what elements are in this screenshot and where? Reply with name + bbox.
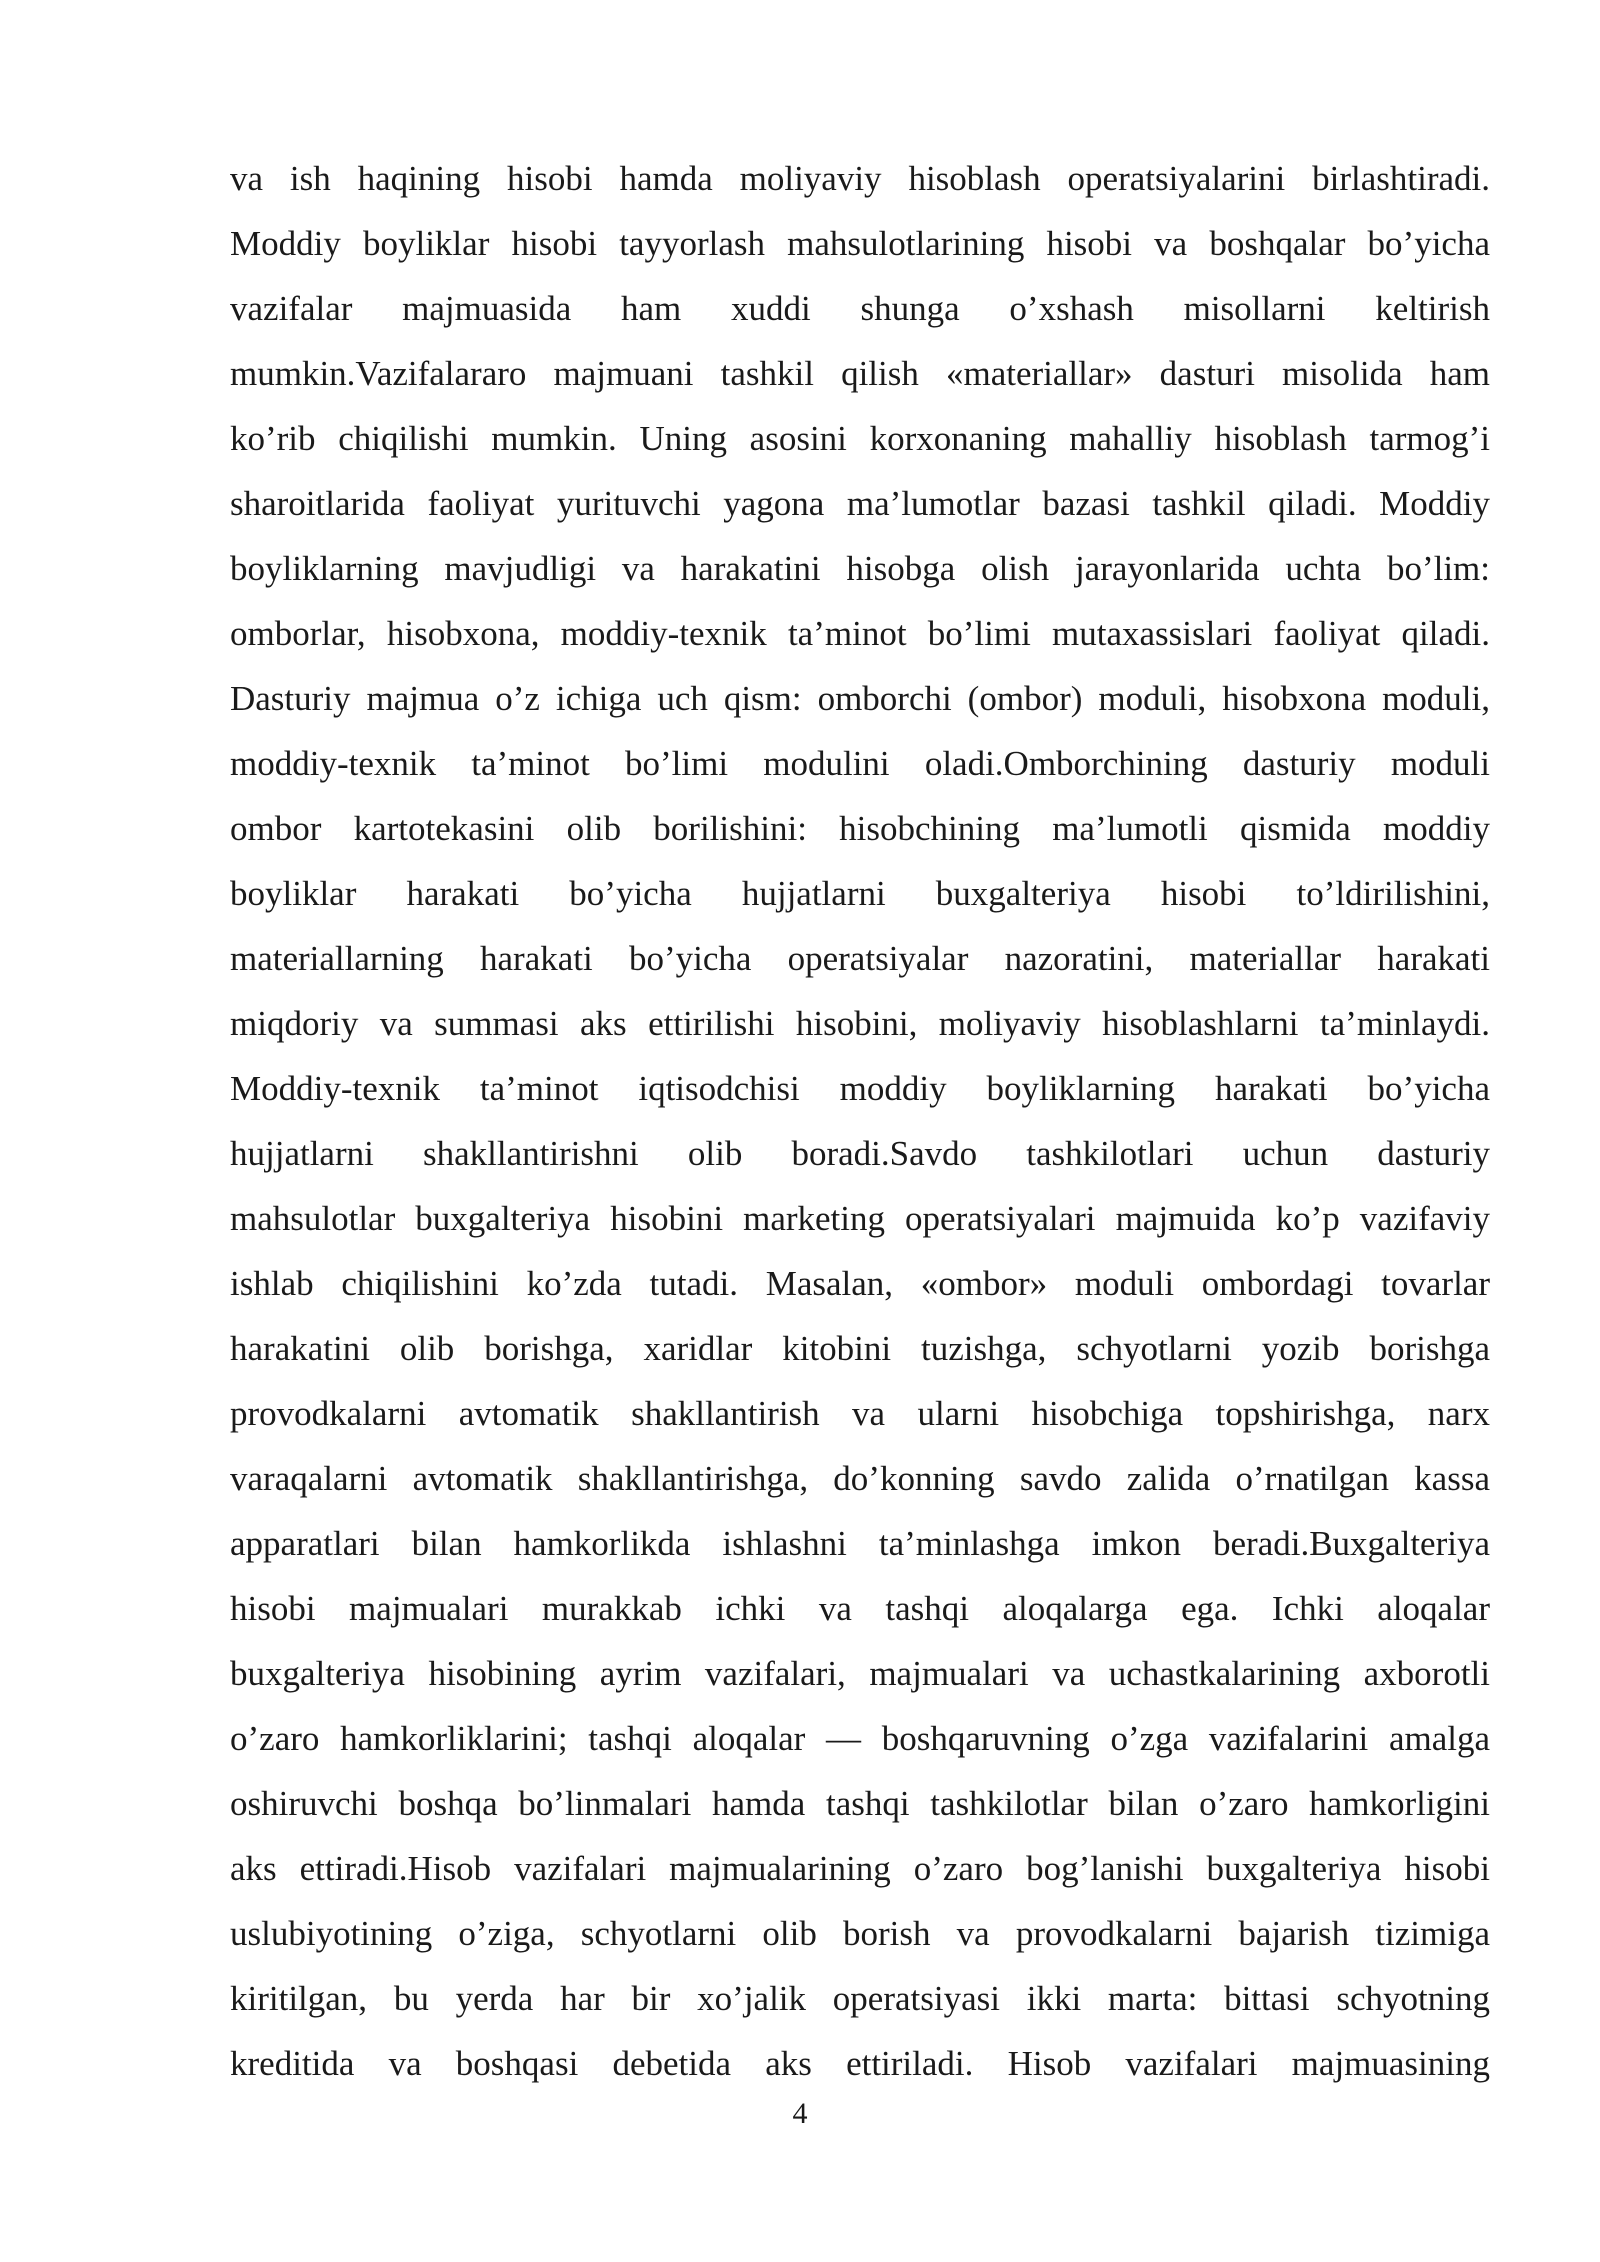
- text-line: uslubiyotining o’ziga, schyotlarni olib borish va provodkalarni bajarish tizimiga: [230, 1914, 1490, 1953]
- text-line: materiallarning harakati bo’yicha operatsiyalar nazoratini, materiallar harakati: [230, 939, 1490, 978]
- text-line: mumkin.Vazifalararo majmuani tashkil qilish «materiallar» dasturi misolida ham: [230, 354, 1490, 393]
- text-line: omborlar, hisobxona, moddiy-texnik ta’minot bo’limi mutaxassislari faoliyat qiladi.: [230, 614, 1490, 653]
- text-line: Dasturiy majmua o’z ichiga uch qism: omborchi (ombor) moduli, hisobxona moduli,: [230, 679, 1490, 718]
- text-line: apparatlari bilan hamkorlikda ishlashni ta’minlashga imkon beradi.Buxgalteriya: [230, 1524, 1490, 1563]
- text-line: ombor kartotekasini olib borilishini: hisobchining ma’lumotli qismida moddiy: [230, 809, 1490, 848]
- text-line: varaqalarni avtomatik shakllantirishga, do’konning savdo zalida o’rnatilgan kassa: [230, 1459, 1490, 1498]
- text-line: vazifalar majmuasida ham xuddi shunga o’xshash misollarni keltirish: [230, 289, 1490, 328]
- text-line: hisobi majmualari murakkab ichki va tashqi aloqalarga ega. Ichki aloqalar: [230, 1589, 1490, 1628]
- text-line: va ish haqining hisobi hamda moliyaviy hisoblash operatsiyalarini birlashtiradi.: [230, 159, 1490, 198]
- text-line: boyliklar harakati bo’yicha hujjatlarni buxgalteriya hisobi to’ldirilishini,: [230, 874, 1490, 913]
- text-line: moddiy-texnik ta’minot bo’limi modulini oladi.Omborchining dasturiy moduli: [230, 744, 1490, 783]
- text-line: miqdoriy va summasi aks ettirilishi hisobini, moliyaviy hisoblashlarni ta’minlaydi.: [230, 1004, 1490, 1043]
- text-line: aks ettiradi.Hisob vazifalari majmualarining o’zaro bog’lanishi buxgalteriya hisobi: [230, 1849, 1490, 1888]
- text-line: buxgalteriya hisobining ayrim vazifalari, majmualari va uchastkalarining axborotli: [230, 1654, 1490, 1693]
- text-line: harakatini olib borishga, xaridlar kitobini tuzishga, schyotlarni yozib borishga: [230, 1329, 1490, 1368]
- text-line: ishlab chiqilishini ko’zda tutadi. Masalan, «ombor» moduli ombordagi tovarlar: [230, 1264, 1490, 1303]
- text-line: sharoitlarida faoliyat yurituvchi yagona ma’lumotlar bazasi tashkil qiladi. Moddiy: [230, 484, 1490, 523]
- body-text: [230, 146, 1490, 2096]
- text-line: provodkalarni avtomatik shakllantirish va ularni hisobchiga topshirishga, narx: [230, 1394, 1490, 1433]
- page-number: 4: [792, 2097, 808, 2130]
- text-line: Moddiy boyliklar hisobi tayyorlash mahsulotlarining hisobi va boshqalar bo’yicha: [230, 224, 1490, 263]
- text-line: oshiruvchi boshqa bo’linmalari hamda tashqi tashkilotlar bilan o’zaro hamkorligini: [230, 1784, 1490, 1823]
- text-line: o’zaro hamkorliklarini; tashqi aloqalar — boshqaruvning o’zga vazifalarini amalga: [230, 1719, 1490, 1758]
- text-line: kiritilgan, bu yerda har bir xo’jalik operatsiyasi ikki marta: bittasi schyotning: [230, 1979, 1490, 2018]
- text-line: ko’rib chiqilishi mumkin. Uning asosini korxonaning mahalliy hisoblash tarmog’i: [230, 419, 1490, 458]
- text-line: hujjatlarni shakllantirishni olib boradi.Savdo tashkilotlari uchun dasturiy: [230, 1134, 1490, 1173]
- text-line: mahsulotlar buxgalteriya hisobini marketing operatsiyalari majmuida ko’p vazifaviy: [230, 1199, 1490, 1238]
- text-line: boyliklarning mavjudligi va harakatini hisobga olish jarayonlarida uchta bo’lim:: [230, 549, 1490, 588]
- text-line: Moddiy-texnik ta’minot iqtisodchisi moddiy boyliklarning harakati bo’yicha: [230, 1069, 1490, 1108]
- text-line: kreditida va boshqasi debetida aks ettiriladi. Hisob vazifalari majmuasining: [230, 2044, 1490, 2083]
